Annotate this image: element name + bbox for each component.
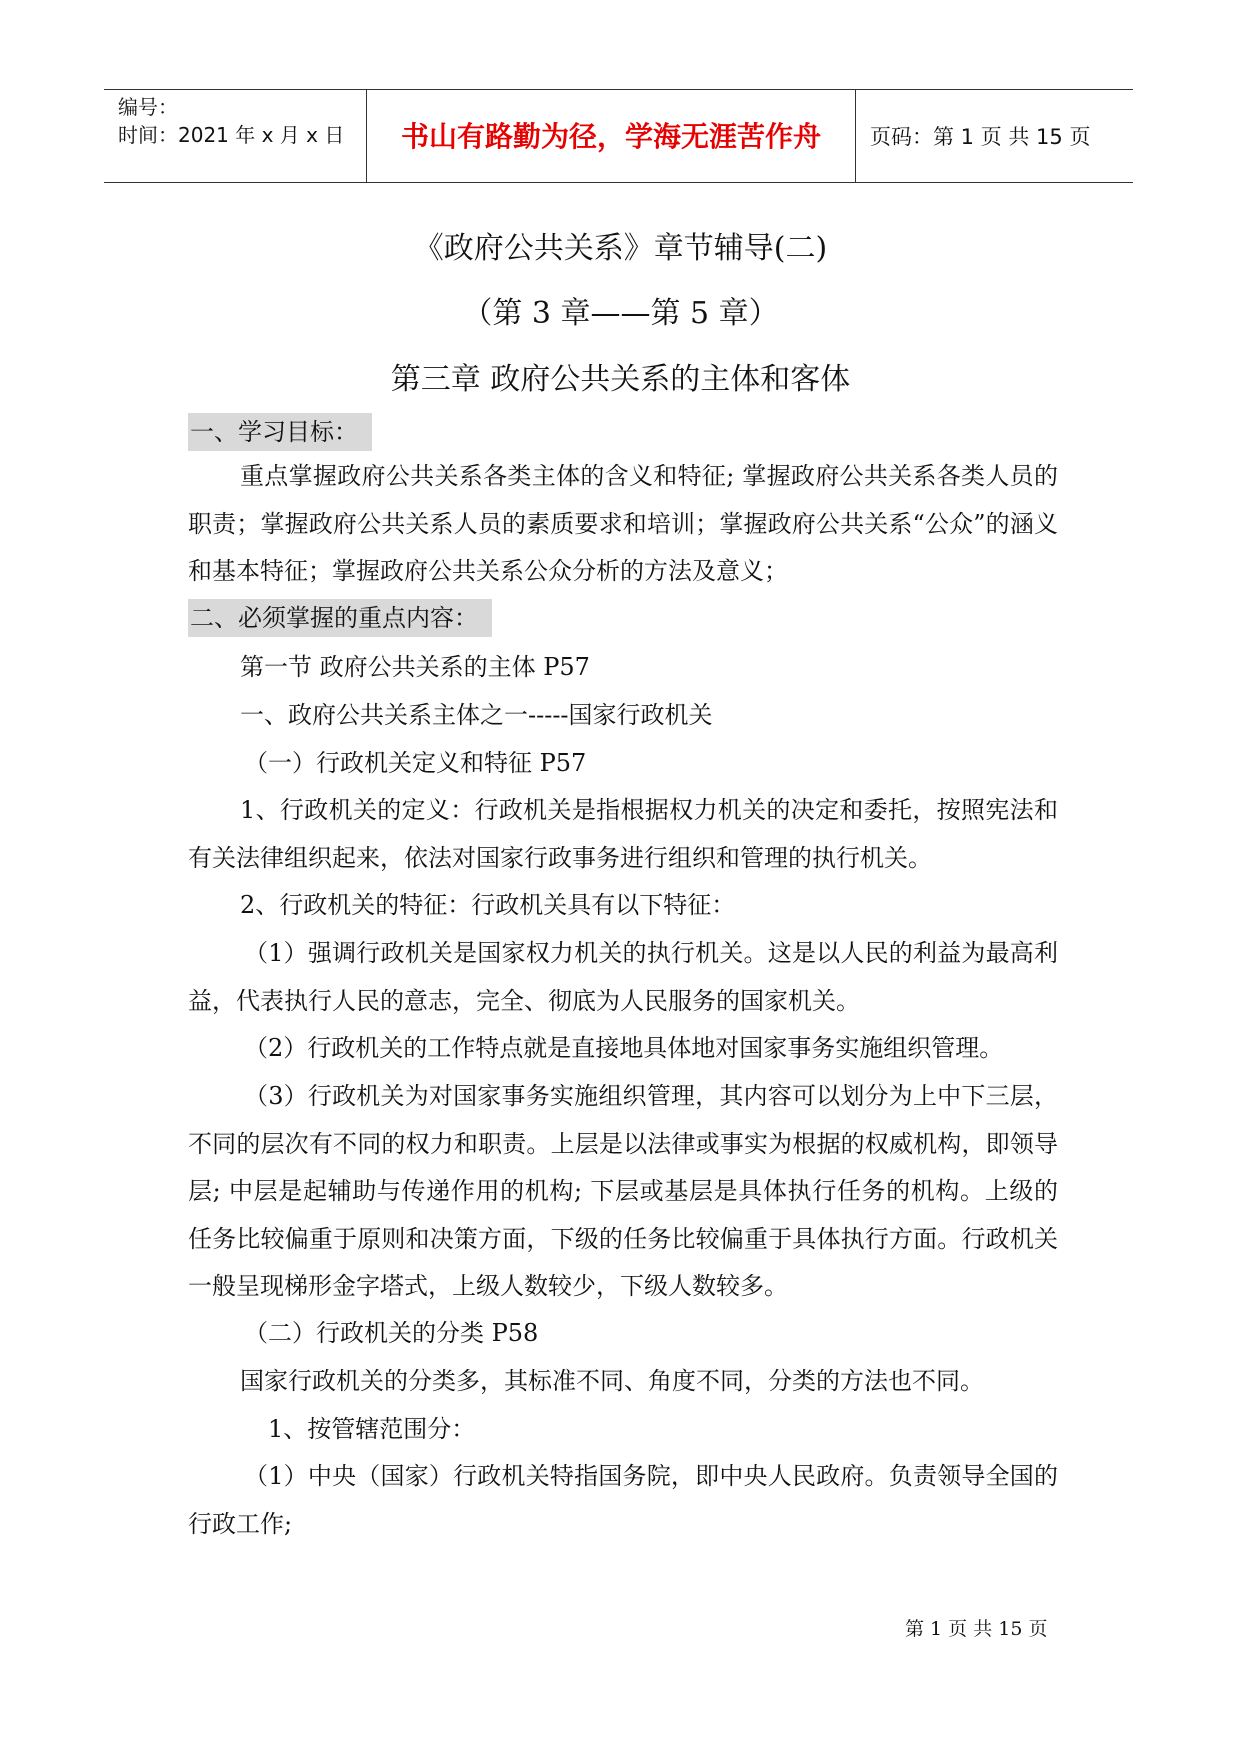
body-paragraph: （1）强调行政机关是国家权力机关的执行机关。这是以人民的利益为最高利益，代表执行人民的意志，完全、彻底为人民服务的国家机关。 <box>188 939 1058 1015</box>
body-paragraph: （2）行政机关的工作特点就是直接地具体地对国家事务实施组织管理。 <box>244 1034 1004 1062</box>
section-line: 1、按管辖范围分： <box>268 1415 476 1443</box>
body-paragraph: 2、行政机关的特征：行政机关具有以下特征： <box>240 891 736 919</box>
section-line: （二）行政机关的分类 P58 <box>244 1319 539 1347</box>
section-heading-key-content: 二、必须掌握的重点内容： <box>188 599 492 637</box>
document-number-label: 编号： <box>118 95 178 119</box>
header-meta-cell <box>104 90 367 182</box>
page-footer: 第 1 页 共 15 页 <box>905 1618 1048 1640</box>
section-line: 第一节 政府公共关系的主体 P57 <box>240 653 590 681</box>
header-page-info: 页码：第 1 页 共 15 页 <box>870 125 1091 149</box>
body-paragraph: （1）中央（国家）行政机关特指国务院，即中央人民政府。负责领导全国的行政工作; <box>188 1462 1058 1538</box>
document-subtitle: （第 3 章——第 5 章） <box>462 296 779 331</box>
chapter-title: 第三章 政府公共关系的主体和客体 <box>390 362 851 397</box>
body-paragraph: 国家行政机关的分类多，其标准不同、角度不同，分类的方法也不同。 <box>240 1367 984 1395</box>
header-table <box>104 89 1133 183</box>
header-motto-cell <box>367 90 856 182</box>
document-time-label: 时间：2021 年 x 月 x 日 <box>118 123 345 147</box>
header-motto: 书山有路勤为径，学海无涯苦作舟 <box>400 120 821 153</box>
body-paragraph: （3）行政机关为对国家事务实施组织管理，其内容可以划分为上中下三层，不同的层次有不同的权力和职责。上层是以法律或事实为根据的权威机构，即领导层; 中层是起辅助与传递作用的机构; 下层或基层是具体执行任务的机构。上级的任务比较偏重于原则和决策方面，下级的任务比较偏重于具体执行方面。行政机关一般呈现梯形金字塔式，上级人数较少，下级人数较多。 <box>188 1082 1058 1300</box>
section-heading-objectives: 一、学习目标： <box>188 413 372 451</box>
objectives-paragraph: 重点掌握政府公共关系各类主体的含义和特征; 掌握政府公共关系各类人员的职责；掌握政府公共关系人员的素质要求和培训；掌握政府公共关系“公众”的涵义和基本特征；掌握政府公共关系公众分析的方法及意义； <box>188 462 1058 585</box>
header-page-cell <box>856 90 1133 182</box>
document-title: 《政府公共关系》章节辅导(二) <box>413 231 828 266</box>
body-paragraph: 1、行政机关的定义：行政机关是指根据权力机关的决定和委托，按照宪法和有关法律组织起来，依法对国家行政事务进行组织和管理的执行机关。 <box>188 796 1058 872</box>
section-line: （一）行政机关定义和特征 P57 <box>244 749 587 777</box>
section-line: 一、政府公共关系主体之一-----国家行政机关 <box>240 701 713 729</box>
